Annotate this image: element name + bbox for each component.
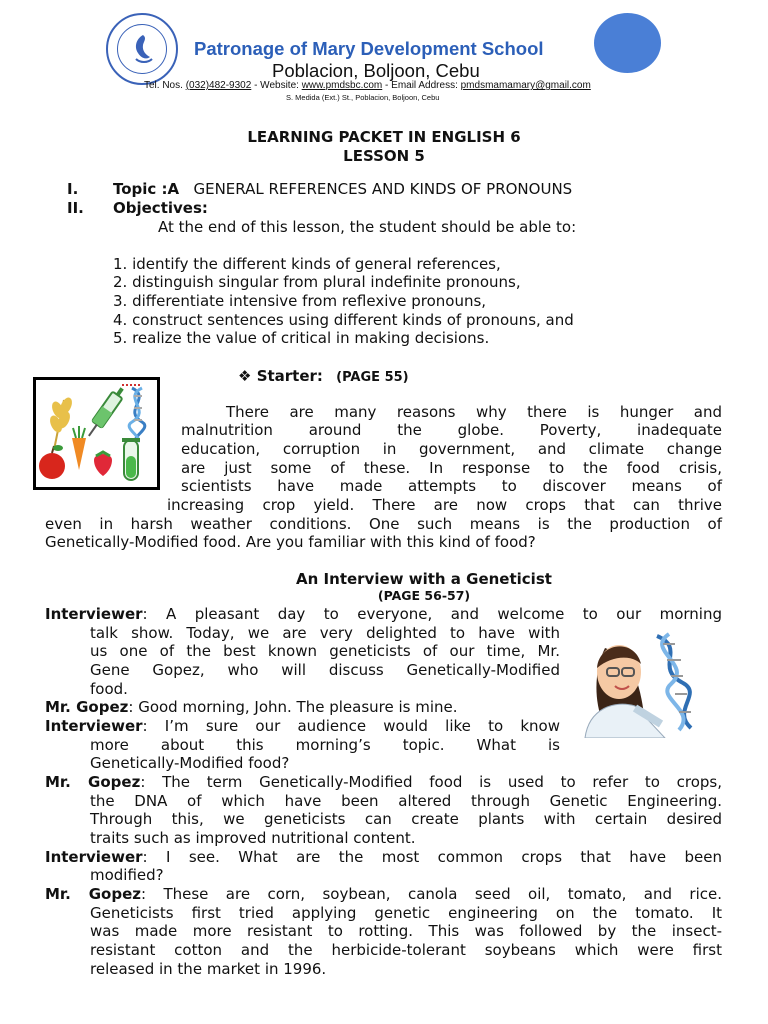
- strawberry-icon: [94, 452, 112, 476]
- topic-number: I.: [67, 180, 79, 198]
- starter-line: There are many reasons why there is hunger and: [226, 403, 722, 421]
- tel-prefix: Tel. Nos.: [144, 80, 186, 91]
- speaker-interviewer: Interviewer: [45, 605, 143, 623]
- objectives-intro: At the end of this lesson, the student should be able to:: [158, 218, 577, 236]
- tel-link[interactable]: (032)482-9302: [185, 80, 252, 91]
- topic-value: GENERAL REFERENCES AND KINDS OF PRONOUNS: [193, 180, 573, 198]
- email-link[interactable]: pmdsmamamary@gmail.com: [460, 80, 591, 91]
- school-seal: [106, 13, 178, 85]
- interview-line: released in the market in 1996.: [90, 960, 327, 978]
- interview-line: [45, 773, 722, 791]
- wheat-icon: [48, 396, 75, 450]
- turn-text: : The term Genetically-Modified food is used to refer to crops,: [140, 773, 722, 791]
- interview-line: was made more resistant to rotting. This was followed by the insect-: [90, 922, 722, 940]
- interview-line: traits such as improved nutritional content.: [90, 829, 416, 847]
- objective-item: 4. construct sentences using different kinds of pronouns, and: [113, 311, 574, 329]
- dna-model-icon: [657, 634, 691, 730]
- starter-line: even in harsh weather conditions. One such means is the production of: [45, 515, 722, 533]
- topic-line: [113, 180, 572, 198]
- email-prefix: - Email Address:: [382, 80, 461, 91]
- packet-title: LEARNING PACKET IN ENGLISH 6: [247, 128, 521, 146]
- interview-line: [45, 605, 722, 623]
- starter-label: Starter:: [256, 367, 323, 385]
- street-address: S. Medida (Ext.) St., Poblacion, Boljoon, Cebu: [286, 93, 440, 102]
- seal-emblem-icon: [128, 33, 158, 65]
- interview-line: us one of the best known geneticists of our time, Mr.: [90, 642, 560, 660]
- school-location: Poblacion, Boljoon, Cebu: [272, 60, 480, 81]
- interview-line: food.: [90, 680, 128, 698]
- school-name: Patronage of Mary Development School: [194, 38, 544, 59]
- interview-line: Gene Gopez, who will discuss Genetically-Modified: [90, 661, 560, 679]
- geneticist-illustration: [575, 628, 721, 738]
- topic-label: Topic :A: [113, 180, 180, 198]
- contact-line: [144, 80, 591, 91]
- interview-line: Geneticists first tried applying genetic engineering on the tomato. It: [90, 904, 722, 922]
- interview-title: An Interview with a Geneticist: [296, 570, 552, 588]
- interview-line: more about this morning’s topic. What is: [90, 736, 560, 754]
- objective-item: 5. realize the value of critical in making decisions.: [113, 329, 490, 347]
- interview-line: modified?: [90, 866, 164, 884]
- interview-line: [45, 848, 722, 866]
- test-tube-icon: [122, 438, 140, 480]
- starter-heading: [238, 367, 409, 385]
- speaker-gopez: Mr. Gopez: [45, 773, 141, 791]
- interview-page: (PAGE 56-57): [377, 588, 471, 603]
- starter-bullet-icon: ❖: [238, 367, 252, 385]
- dna-icon: [129, 388, 145, 442]
- objective-item: 2. distinguish singular from plural indefinite pronouns,: [113, 273, 521, 291]
- turn-text: : Good morning, John. The pleasure is mine.: [128, 698, 458, 716]
- speaker-interviewer: Interviewer: [45, 717, 143, 735]
- turn-text: : These are corn, soybean, canola seed oil, tomato, and rice.: [141, 885, 722, 903]
- starter-line: are just some of these. In response to the food crisis,: [181, 459, 722, 477]
- gm-food-illustration: [33, 377, 160, 490]
- objectives-number: II.: [67, 199, 84, 217]
- turn-text: : I’m sure our audience would like to know: [142, 717, 560, 735]
- interview-line: [45, 698, 458, 716]
- speaker-gopez: Mr. Gopez: [45, 698, 129, 716]
- starter-line: Genetically-Modified food. Are you familiar with this kind of food?: [45, 533, 536, 551]
- objective-item: 1. identify the different kinds of general references,: [113, 255, 501, 273]
- website-prefix: - Website:: [251, 80, 302, 91]
- turn-text: : I see. What are the most common crops that have been: [142, 848, 722, 866]
- interview-line: the DNA of which have been altered through Genetic Engineering.: [90, 792, 722, 810]
- turn-text: : A pleasant day to everyone, and welcome to our morning: [142, 605, 722, 623]
- starter-line: malnutrition around the globe. Poverty, inadequate: [181, 421, 722, 439]
- interview-line: Through this, we geneticists can create plants with certain desired: [90, 810, 722, 828]
- starter-line: increasing crop yield. There are now crops that can thrive: [167, 496, 722, 514]
- carrot-icon: [72, 426, 86, 470]
- interview-line: resistant cotton and the herbicide-tolerant soybeans which were first: [90, 941, 722, 959]
- apple-icon: [39, 445, 65, 479]
- starter-line: scientists have made attempts to discover means of: [181, 477, 722, 495]
- interview-line: [45, 717, 560, 735]
- objective-item: 3. differentiate intensive from reflexive pronouns,: [113, 292, 487, 310]
- interview-line: [45, 885, 722, 903]
- interview-line: talk show. Today, we are very delighted to have with: [90, 624, 560, 642]
- starter-page: (PAGE 55): [336, 370, 409, 385]
- lesson-title: LESSON 5: [343, 147, 425, 165]
- syringe-icon: [84, 385, 127, 439]
- interview-line: Genetically-Modified food?: [90, 754, 290, 772]
- objectives-label: Objectives:: [113, 199, 208, 217]
- website-link[interactable]: www.pmdsbc.com: [301, 80, 383, 91]
- decorative-blue-circle: [594, 13, 661, 73]
- starter-line: education, corruption in government, and climate change: [181, 440, 722, 458]
- speaker-gopez: Mr. Gopez: [45, 885, 141, 903]
- speaker-interviewer: Interviewer: [45, 848, 143, 866]
